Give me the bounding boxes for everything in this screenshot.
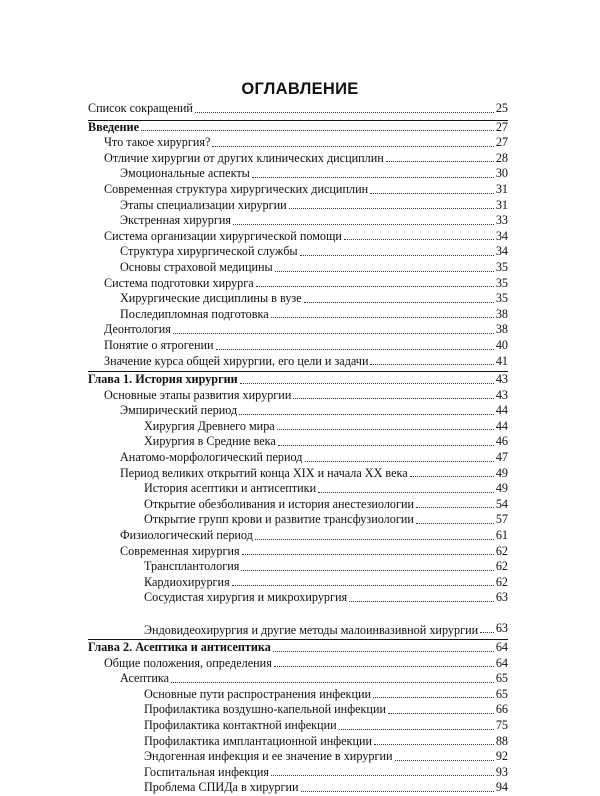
toc-entry — [88, 671, 508, 687]
toc-page-number: 41 — [495, 353, 508, 368]
toc-page-number: 64 — [495, 640, 508, 654]
section-divider — [88, 639, 508, 640]
toc-entry — [88, 403, 508, 419]
dot-leader — [212, 146, 493, 147]
toc-entry-title: Профилактика воздушно-капельной инфекции — [144, 702, 386, 717]
toc-page-number: 94 — [495, 780, 508, 795]
toc-entry-title: Открытие обезболивания и история анестезиологии — [144, 496, 415, 511]
toc-entry — [88, 182, 508, 198]
toc-entry-title: Асептика — [120, 671, 169, 686]
toc-entry-title: Эндогенная инфекция и ее значение в хирургии — [144, 749, 393, 764]
toc-entry-title: Сосудистая хирургия и микрохирургия — [144, 590, 348, 605]
dot-leader — [395, 760, 494, 761]
dot-leader — [274, 666, 494, 667]
toc-page-number: 35 — [495, 291, 508, 306]
dot-leader — [304, 302, 494, 303]
dot-leader — [271, 317, 494, 318]
dot-leader — [480, 632, 494, 633]
toc-entry-title: Профилактика имплантационной инфекции — [144, 733, 373, 748]
toc-page-number: 27 — [495, 135, 508, 150]
toc-entry — [88, 166, 508, 182]
dot-leader — [242, 554, 494, 555]
toc-page-number: 61 — [495, 528, 508, 543]
toc-entry-title: Система организации хирургической помощи — [104, 228, 342, 243]
toc-entry — [88, 590, 508, 606]
dot-leader — [349, 601, 494, 602]
toc-entry — [88, 388, 508, 404]
toc-entry — [88, 434, 508, 450]
dot-leader — [289, 208, 494, 209]
toc-page-number: 28 — [495, 150, 508, 165]
toc-page-number: 66 — [495, 702, 508, 717]
toc-entry — [88, 606, 508, 637]
toc-entry-title: Глава 1. История хирургии — [88, 372, 238, 387]
dot-leader — [239, 414, 494, 415]
toc-entry — [88, 544, 508, 560]
toc-entry — [88, 687, 508, 703]
toc-entry — [88, 419, 508, 435]
toc-entry-title: Профилактика контактной инфекции — [144, 717, 337, 732]
toc-entry — [88, 749, 508, 765]
toc-page-number: 62 — [495, 559, 508, 574]
toc-entry — [88, 656, 508, 672]
toc-entry-title: Значение курса общей хирургии, его цели и задачи — [104, 353, 369, 368]
toc-chapter-entry — [88, 372, 508, 388]
toc-entry-title: Общие положения, определения — [104, 655, 272, 670]
toc-page-number: 44 — [495, 418, 508, 433]
toc-entry — [88, 291, 508, 307]
toc-entry — [88, 734, 508, 750]
toc-page-number: 31 — [495, 181, 508, 196]
toc-entry-title: Введение — [88, 119, 139, 134]
toc-entry — [88, 780, 508, 796]
toc-page-number: 65 — [495, 671, 508, 686]
toc-entry-title: Основные пути распространения инфекции — [144, 686, 372, 701]
dot-leader — [171, 682, 494, 683]
dot-leader — [300, 255, 494, 256]
toc-page-number: 44 — [495, 403, 508, 418]
toc-page-number: 47 — [495, 450, 508, 465]
dot-leader — [416, 523, 494, 524]
dot-leader — [370, 364, 493, 365]
toc-entry — [88, 338, 508, 354]
toc-entry-title: Открытие групп крови и развитие трансфузиологии — [144, 512, 414, 527]
table-of-contents — [88, 101, 508, 796]
toc-page-number: 46 — [495, 434, 508, 449]
toc-entry-title: Структура хирургической службы — [120, 244, 298, 259]
toc-page-number: 62 — [495, 574, 508, 589]
dot-leader — [271, 775, 494, 776]
dot-leader — [301, 791, 494, 792]
toc-page-number: 57 — [495, 512, 508, 527]
toc-entry-title: Кардиохирургия — [144, 574, 230, 589]
section-divider — [88, 120, 508, 121]
toc-entry-title: Отличие хирургии от других клинических дисциплин — [104, 150, 384, 165]
dot-leader — [273, 651, 494, 652]
dot-leader — [240, 383, 494, 384]
toc-page-number: 93 — [495, 764, 508, 779]
toc-entry-title: История асептики и антисептики — [144, 481, 317, 496]
dot-leader — [318, 492, 494, 493]
toc-entry-title: Экстренная хирургия — [120, 213, 232, 228]
toc-page-number: 33 — [495, 213, 508, 228]
toc-page-number: 75 — [495, 717, 508, 732]
toc-entry-title: Этапы специализации хирургии — [120, 197, 287, 212]
toc-page-number: 43 — [495, 372, 508, 387]
toc-entry — [88, 276, 508, 292]
dot-leader — [373, 697, 494, 698]
toc-entry — [88, 244, 508, 260]
dot-leader — [195, 112, 494, 113]
toc-entry-title: Основные этапы развития хирургии — [104, 387, 292, 402]
dot-leader — [278, 445, 494, 446]
toc-page-number: 30 — [495, 166, 508, 181]
toc-page-number: 54 — [495, 496, 508, 511]
toc-page-number: 40 — [495, 337, 508, 352]
toc-entry-title: Глава 2. Асептика и антисептика — [88, 640, 271, 654]
dot-leader — [256, 286, 494, 287]
toc-entry-title: Современная хирургия — [120, 543, 240, 558]
toc-entry — [88, 765, 508, 781]
toc-entry-title: Эмпирический период — [120, 403, 238, 418]
toc-page-number: 65 — [495, 686, 508, 701]
toc-entry-title: Эндовидеохирургия и другие методы малоинвазивной хирургии — [144, 623, 479, 637]
toc-page-number: 64 — [495, 655, 508, 670]
toc-entry — [88, 307, 508, 323]
toc-entry — [88, 260, 508, 276]
toc-entry — [88, 213, 508, 229]
toc-entry — [88, 575, 508, 591]
toc-page-number: 35 — [495, 259, 508, 274]
toc-entry — [88, 101, 508, 117]
toc-entry-title: Эмоциональные аспекты — [120, 166, 250, 181]
toc-entry — [88, 151, 508, 167]
toc-entry-title: Госпитальная инфекция — [144, 764, 269, 779]
toc-entry — [88, 481, 508, 497]
toc-entry-title: Список сокращений — [88, 101, 193, 115]
toc-entry — [88, 198, 508, 214]
dot-leader — [252, 177, 494, 178]
toc-page-number: 49 — [495, 481, 508, 496]
toc-entry — [88, 512, 508, 528]
toc-page-number: 63 — [495, 590, 508, 605]
toc-chapter-entry — [88, 640, 508, 656]
toc-entry — [88, 450, 508, 466]
dot-leader — [344, 239, 494, 240]
dot-leader — [141, 130, 494, 131]
toc-entry-title: Период великих открытий конца XIX и начала XX века — [120, 465, 408, 480]
toc-entry-title: Хирургические дисциплины в вузе — [120, 291, 302, 306]
toc-page-number: 49 — [495, 465, 508, 480]
toc-entry-title: Хирургия в Средние века — [144, 434, 276, 449]
dot-leader — [339, 729, 494, 730]
dot-leader — [216, 349, 494, 350]
toc-entry-title: Современная структура хирургических дисциплин — [104, 181, 369, 196]
toc-entry-title: Основы страховой медицины — [120, 259, 273, 274]
toc-entry — [88, 466, 508, 482]
toc-entry — [88, 702, 508, 718]
toc-page-number: 38 — [495, 322, 508, 337]
toc-page-number: 38 — [495, 306, 508, 321]
dot-leader — [370, 193, 494, 194]
toc-entry-title: Физиологический период — [120, 528, 253, 543]
toc-entry-title: Проблема СПИДа в хирургии — [144, 780, 299, 795]
toc-page-number: 25 — [495, 101, 508, 115]
dot-leader — [275, 271, 494, 272]
toc-entry — [88, 528, 508, 544]
toc-entry — [88, 497, 508, 513]
toc-page-number: 35 — [495, 275, 508, 290]
page-title: ОГЛАВЛЕНИЕ — [241, 80, 359, 98]
dot-leader — [416, 507, 494, 508]
dot-leader — [293, 398, 493, 399]
dot-leader — [410, 476, 494, 477]
section-divider — [88, 371, 508, 372]
toc-entry-title: Что такое хирургия? — [104, 135, 211, 150]
toc-entry-title: Понятие о ятрогении — [104, 337, 214, 352]
toc-entry — [88, 718, 508, 734]
dot-leader — [173, 333, 494, 334]
dot-leader — [386, 161, 494, 162]
toc-page-number: 34 — [495, 244, 508, 259]
toc-page-number: 34 — [495, 228, 508, 243]
toc-page-number: 92 — [495, 749, 508, 764]
dot-leader — [241, 570, 493, 571]
toc-page-number: 88 — [495, 733, 508, 748]
toc-entry-title: Последипломная подготовка — [120, 306, 269, 321]
toc-entry-title: Система подготовки хирурга — [104, 275, 254, 290]
toc-entry — [88, 354, 508, 370]
toc-entry-title: Хирургия Древнего мира — [144, 418, 275, 433]
toc-entry — [88, 229, 508, 245]
toc-entry-title: Деонтология — [104, 322, 171, 337]
toc-chapter-entry — [88, 120, 508, 136]
toc-page-number: 43 — [495, 387, 508, 402]
dot-leader — [305, 461, 494, 462]
toc-page-number: 31 — [495, 197, 508, 212]
dot-leader — [233, 224, 494, 225]
toc-entry — [88, 322, 508, 338]
toc-page-number: 63 — [495, 621, 508, 636]
dot-leader — [374, 744, 494, 745]
toc-entry — [88, 135, 508, 151]
toc-page-number: 62 — [495, 543, 508, 558]
dot-leader — [232, 585, 494, 586]
dot-leader — [277, 429, 494, 430]
toc-entry-title: Анатомо-морфологический период — [120, 450, 303, 465]
toc-entry — [88, 559, 508, 575]
toc-entry-title: Трансплантология — [144, 559, 240, 574]
toc-page-number: 27 — [495, 119, 508, 134]
dot-leader — [255, 539, 494, 540]
dot-leader — [388, 713, 494, 714]
